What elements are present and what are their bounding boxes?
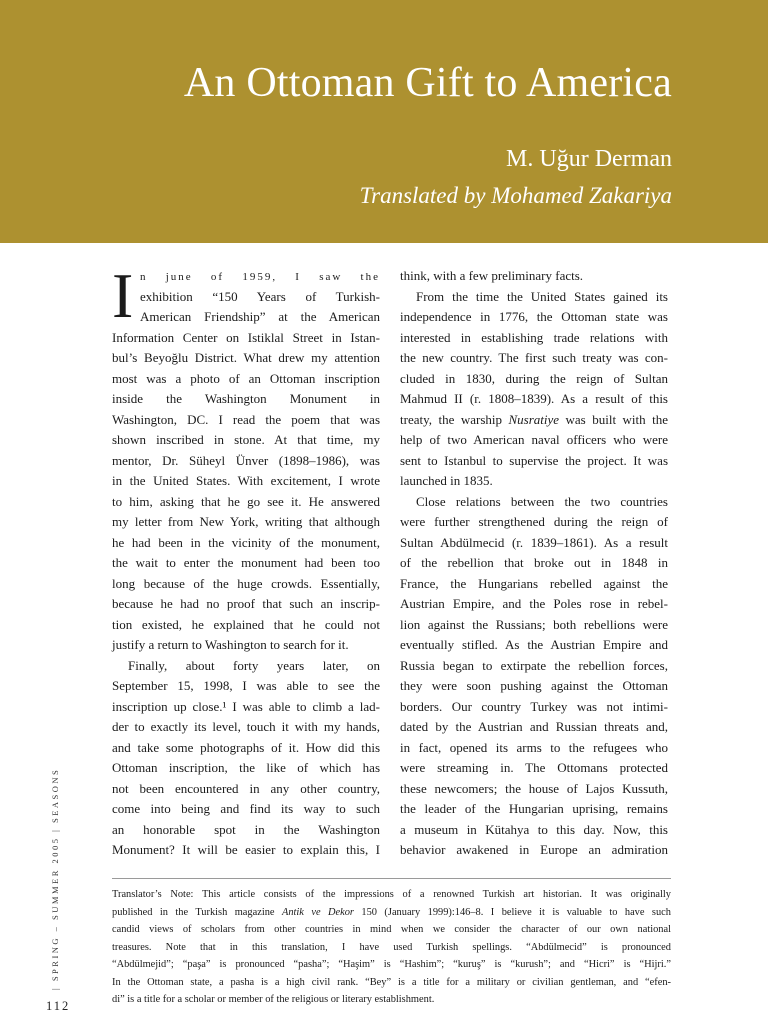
body-line: Ottoman inscription, the like of which has — [112, 760, 380, 775]
footnote-rule — [112, 878, 671, 879]
translator-credit: Translated by Mohamed Zakariya — [359, 183, 672, 208]
body-line: September 15, 1998, I was able to see the — [112, 678, 380, 693]
body-line: Russia began to extirpate the rebellion forces, — [400, 657, 668, 673]
body-line: independence in 1776, the Ottoman state was — [400, 309, 668, 324]
body-line: interested in establishing trade relations with — [400, 329, 668, 345]
body-line: the new country. The first such treaty was con- — [400, 350, 668, 365]
body-line: tion existed, he explained that he could not — [112, 616, 380, 632]
body-line: behavior awakened in Europe an admiration — [400, 842, 668, 857]
body-line: because he had no proof that such an inscrip- — [112, 596, 380, 611]
body-line: dated by the Austrian and Russian threats and, — [400, 719, 668, 734]
note-line: di” is a title for a scholar or member of the religious or literary establishment. — [112, 994, 435, 1005]
body-line: Washington, DC. I read the poem that was — [112, 411, 380, 427]
body-line: From the time the United States gained its — [416, 288, 668, 304]
note-line: In the Ottoman state, a pasha is a high civil rank. “Bey” is a title for a military or civilian gentleman, and “efen- — [112, 976, 671, 988]
title-banner — [0, 0, 768, 243]
body-line: they were soon pushing against the Ottoman — [400, 678, 668, 693]
body-line: Information Center on Istiklal Street in Istan- — [112, 329, 380, 345]
body-line: der to exactly its level, touch it with my hands, — [112, 719, 380, 734]
body-line: my letter from New York, writing that although — [112, 514, 380, 529]
body-line — [112, 266, 380, 287]
note-text: 150 (January 1999):146–8. I believe it is valuable to have such — [353, 906, 671, 918]
author-name: M. Uğur Derman — [506, 146, 672, 172]
body-line: come into being and find its way to such — [112, 801, 380, 816]
drop-cap: I — [112, 260, 134, 331]
body-text: treaty, the warship — [400, 411, 509, 427]
body-line: he had been in the vicinity of the monument, — [112, 534, 380, 550]
body-line: Monument? It will be easier to explain this, I — [112, 842, 380, 857]
body-line: were streaming in. The Ottomans protected — [400, 760, 668, 775]
body-line: mentor, Dr. Süheyl Ünver (1898–1986), was — [112, 452, 380, 468]
body-text: was built with the — [559, 411, 669, 427]
note-line — [112, 904, 671, 922]
body-line: lion against the Russians; both rebellions were — [400, 616, 668, 632]
body-line: these newcomers; the house of Lajos Kussuth, — [400, 780, 668, 796]
body-column-right — [400, 266, 668, 861]
body-line: an honorable spot in the Washington — [112, 821, 380, 837]
note-line: “Abdülmejid”; “paşa” is pronounced “pasha”; “Haşim” is “Hashim”; “kuruş” is “kurush”; and “Hicri” is “Hijri.” — [112, 959, 671, 970]
body-line: think, with a few preliminary facts. — [400, 268, 584, 283]
ship-name: Nusratiye — [508, 411, 560, 427]
note-line: candid views of scholars from other countries in mind when we consider the character of our own national — [112, 924, 671, 935]
body-line: inside the Washington Monument in — [112, 391, 380, 406]
body-line: Austrian Empire, and the Poles rose in rebel- — [400, 596, 668, 611]
translator-note — [112, 886, 671, 1009]
small-caps-lead: n june of 1959, I saw the — [140, 271, 380, 283]
body-line: the wait to enter the monument had been too — [112, 555, 380, 570]
body-line: in the United States. With excitement, I wrote — [112, 473, 380, 488]
magazine-name: Antik ve Dekor — [281, 906, 354, 918]
body-line: launched in 1835. — [400, 473, 493, 488]
body-line: eventually stifled. As the Austrian Empire and — [400, 637, 668, 652]
body-line: shown inscribed in stone. At that time, my — [112, 432, 380, 447]
body-line: not been encountered in any other country, — [112, 780, 380, 796]
body-line: the leader of the Hungarian uprising, remains — [400, 801, 668, 816]
note-line: Translator’s Note: This article consists of the impressions of a renowned Turkish art historian. It was originally — [112, 889, 671, 900]
body-line: American Friendship” at the American — [140, 309, 380, 324]
body-line: to him, asking that he go see it. He answered — [112, 493, 380, 509]
body-line: Sultan Abdülmecid (r. 1839–1861). As a result — [400, 534, 668, 550]
body-line: sent to Istanbul to supervise the project. It was — [400, 452, 668, 468]
note-text: published in the Turkish magazine — [112, 906, 282, 918]
body-line: in fact, opened its arms to the refugees who — [400, 739, 668, 755]
body-line: bul’s Beyoğlu District. What drew my attention — [112, 350, 380, 365]
body-line: justify a return to Washington to search for it. — [112, 637, 349, 652]
body-line: a museum in Kütahya to this day. Now, this — [400, 821, 668, 837]
note-line: treasures. Note that in this translation, I have used Turkish spellings. “Abdülmecid” is pronounced — [112, 941, 671, 953]
body-line — [400, 410, 668, 431]
running-head: | SPRING – SUMMER 2005 | SEASONS — [50, 767, 60, 990]
article-title: An Ottoman Gift to America — [183, 60, 672, 106]
body-line: Finally, about forty years later, on — [128, 657, 380, 673]
body-line: long because of the huge crowds. Essentially, — [112, 575, 380, 591]
body-column-left — [112, 260, 380, 861]
body-line: borders. Our country Turkey was not intimi- — [400, 698, 668, 714]
body-line: France, the Hungarians rebelled against the — [400, 575, 668, 591]
body-line: most was a photo of an Ottoman inscription — [112, 370, 380, 386]
body-line: Close relations between the two countries — [416, 493, 668, 509]
body-line: of the rebellion that broke out in 1848 in — [400, 555, 668, 570]
body-line: and take some photographs of it. How did this — [112, 739, 380, 755]
body-line: were further strengthened during the reign of — [400, 514, 668, 529]
body-line: exhibition “150 Years of Turkish- — [140, 288, 380, 304]
body-line: cluded in 1830, during the reign of Sultan — [400, 370, 668, 386]
page-number: 112 — [46, 999, 71, 1013]
body-line: help of two American naval officers who were — [400, 432, 668, 447]
body-line: inscription up close.¹ I was able to climb a lad- — [112, 698, 380, 714]
body-line: Mahmud II (r. 1808–1839). As a result of this — [400, 391, 668, 406]
